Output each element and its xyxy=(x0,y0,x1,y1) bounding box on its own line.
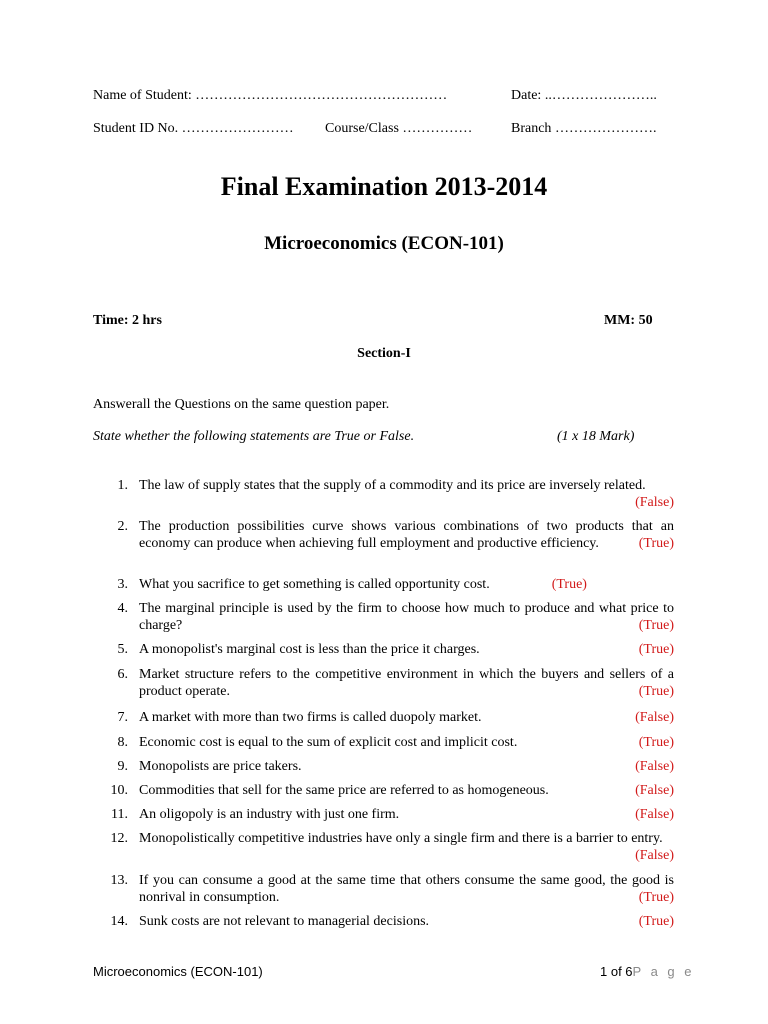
question-statement: The production possibilities curve shows various combinations of two products that an economy can produce when achieving full employment and productive efficiency. xyxy=(139,519,674,551)
course-blank: …………… xyxy=(402,121,473,136)
question-answer: (False) xyxy=(635,710,674,725)
question-text xyxy=(139,518,674,552)
question-answer: (False) xyxy=(635,759,674,774)
question-answer: (False) xyxy=(635,783,674,798)
course-field xyxy=(325,121,472,137)
question-number: 6. xyxy=(117,667,128,682)
question-statement: A market with more than two firms is called duopoly market. xyxy=(139,710,482,725)
question-number: 12. xyxy=(110,831,128,846)
branch-label: Branch xyxy=(511,121,552,136)
question-statement: The law of supply states that the supply of a commodity and its price are inversely related. xyxy=(139,478,646,493)
question-statement: A monopolist's marginal cost is less than the price it charges. xyxy=(139,642,480,657)
question-text xyxy=(139,576,674,593)
task-text: State whether the following statements are True or False. xyxy=(93,429,415,444)
question-number: 11. xyxy=(111,807,128,822)
question-number: 14. xyxy=(110,914,128,929)
question-number: 10. xyxy=(110,783,128,798)
question-answer: (False) xyxy=(635,848,674,863)
exam-subtitle: Microeconomics (ECON-101) xyxy=(264,233,504,254)
question-text xyxy=(139,477,674,511)
question-statement: An oligopoly is an industry with just one firm. xyxy=(139,807,400,822)
question-answer: (False) xyxy=(635,807,674,822)
date-field xyxy=(511,88,657,104)
student-id-label: Student ID No. xyxy=(93,121,179,136)
footer-course: Microeconomics (ECON-101) xyxy=(93,964,263,979)
branch-field xyxy=(511,121,656,137)
question-answer: (False) xyxy=(635,495,674,510)
question-statement: Economic cost is equal to the sum of explicit cost and implicit cost. xyxy=(139,735,518,750)
question-statement: Market structure refers to the competitive environment in which the buyers and sellers of a product operate. xyxy=(139,667,674,699)
date-blank: ..………………….. xyxy=(544,88,657,103)
question-number: 9. xyxy=(117,759,128,774)
question-answer: (True) xyxy=(638,642,674,657)
question-statement: Sunk costs are not relevant to managerial decisions. xyxy=(139,914,430,929)
question-answer: (True) xyxy=(638,618,674,633)
question-number: 1. xyxy=(117,478,128,493)
question-number: 3. xyxy=(117,577,128,592)
question-text xyxy=(139,734,674,751)
page-word: P a g e xyxy=(632,964,695,979)
question-statement: Monopolists are price takers. xyxy=(139,759,302,774)
branch-blank: …………………. xyxy=(554,121,657,136)
question-text xyxy=(139,641,674,658)
question-text xyxy=(139,666,674,700)
question-statement: Monopolistically competitive industries have only a single firm and there is a barrier to entry. xyxy=(139,831,663,846)
exam-title: Final Examination 2013-2014 xyxy=(220,172,548,201)
question-text xyxy=(139,782,674,799)
question-number: 2. xyxy=(117,519,128,534)
question-answer: (True) xyxy=(638,735,674,750)
question-number: 7. xyxy=(117,710,128,725)
time-label: Time: 2 hrs xyxy=(93,313,162,328)
question-text xyxy=(139,872,674,906)
question-answer: (True) xyxy=(638,536,674,551)
question-text xyxy=(139,709,674,726)
question-number: 4. xyxy=(117,601,128,616)
question-number: 13. xyxy=(110,873,128,888)
student-id-blank: …………………… xyxy=(181,121,294,136)
question-statement: What you sacrifice to get something is called opportunity cost. xyxy=(139,577,490,592)
task-marks: (1 x 18 Mark) xyxy=(557,429,635,444)
page-number: 1 of 6 xyxy=(600,964,633,979)
section-heading: Section-I xyxy=(357,346,411,361)
date-label: Date: xyxy=(511,88,542,103)
question-text xyxy=(139,830,674,864)
question-number: 5. xyxy=(117,642,128,657)
question-answer: (True) xyxy=(638,684,674,699)
student-name-blank: ……………………………………………… xyxy=(195,88,448,103)
question-statement: The marginal principle is used by the firm to choose how much to produce and what price to charge? xyxy=(139,601,674,633)
student-id-field xyxy=(93,121,294,137)
question-answer: (True) xyxy=(638,914,674,929)
question-answer: (True) xyxy=(551,577,587,592)
question-text xyxy=(139,806,674,823)
question-text xyxy=(139,913,674,930)
question-number: 8. xyxy=(117,735,128,750)
instruction-text: Answerall the Questions on the same question paper. xyxy=(93,397,390,412)
student-name-label: Name of Student: xyxy=(93,88,192,103)
question-text xyxy=(139,600,674,634)
question-answer: (True) xyxy=(638,890,674,905)
question-text xyxy=(139,758,674,775)
student-name-field xyxy=(93,88,447,104)
question-statement: If you can consume a good at the same time that others consume the same good, the good is nonrival in consumption. xyxy=(139,873,674,905)
max-marks-label: MM: 50 xyxy=(604,313,653,328)
question-statement: Commodities that sell for the same price are referred to as homogeneous. xyxy=(139,783,549,798)
course-label: Course/Class xyxy=(325,121,399,136)
footer-page-number xyxy=(600,964,695,979)
